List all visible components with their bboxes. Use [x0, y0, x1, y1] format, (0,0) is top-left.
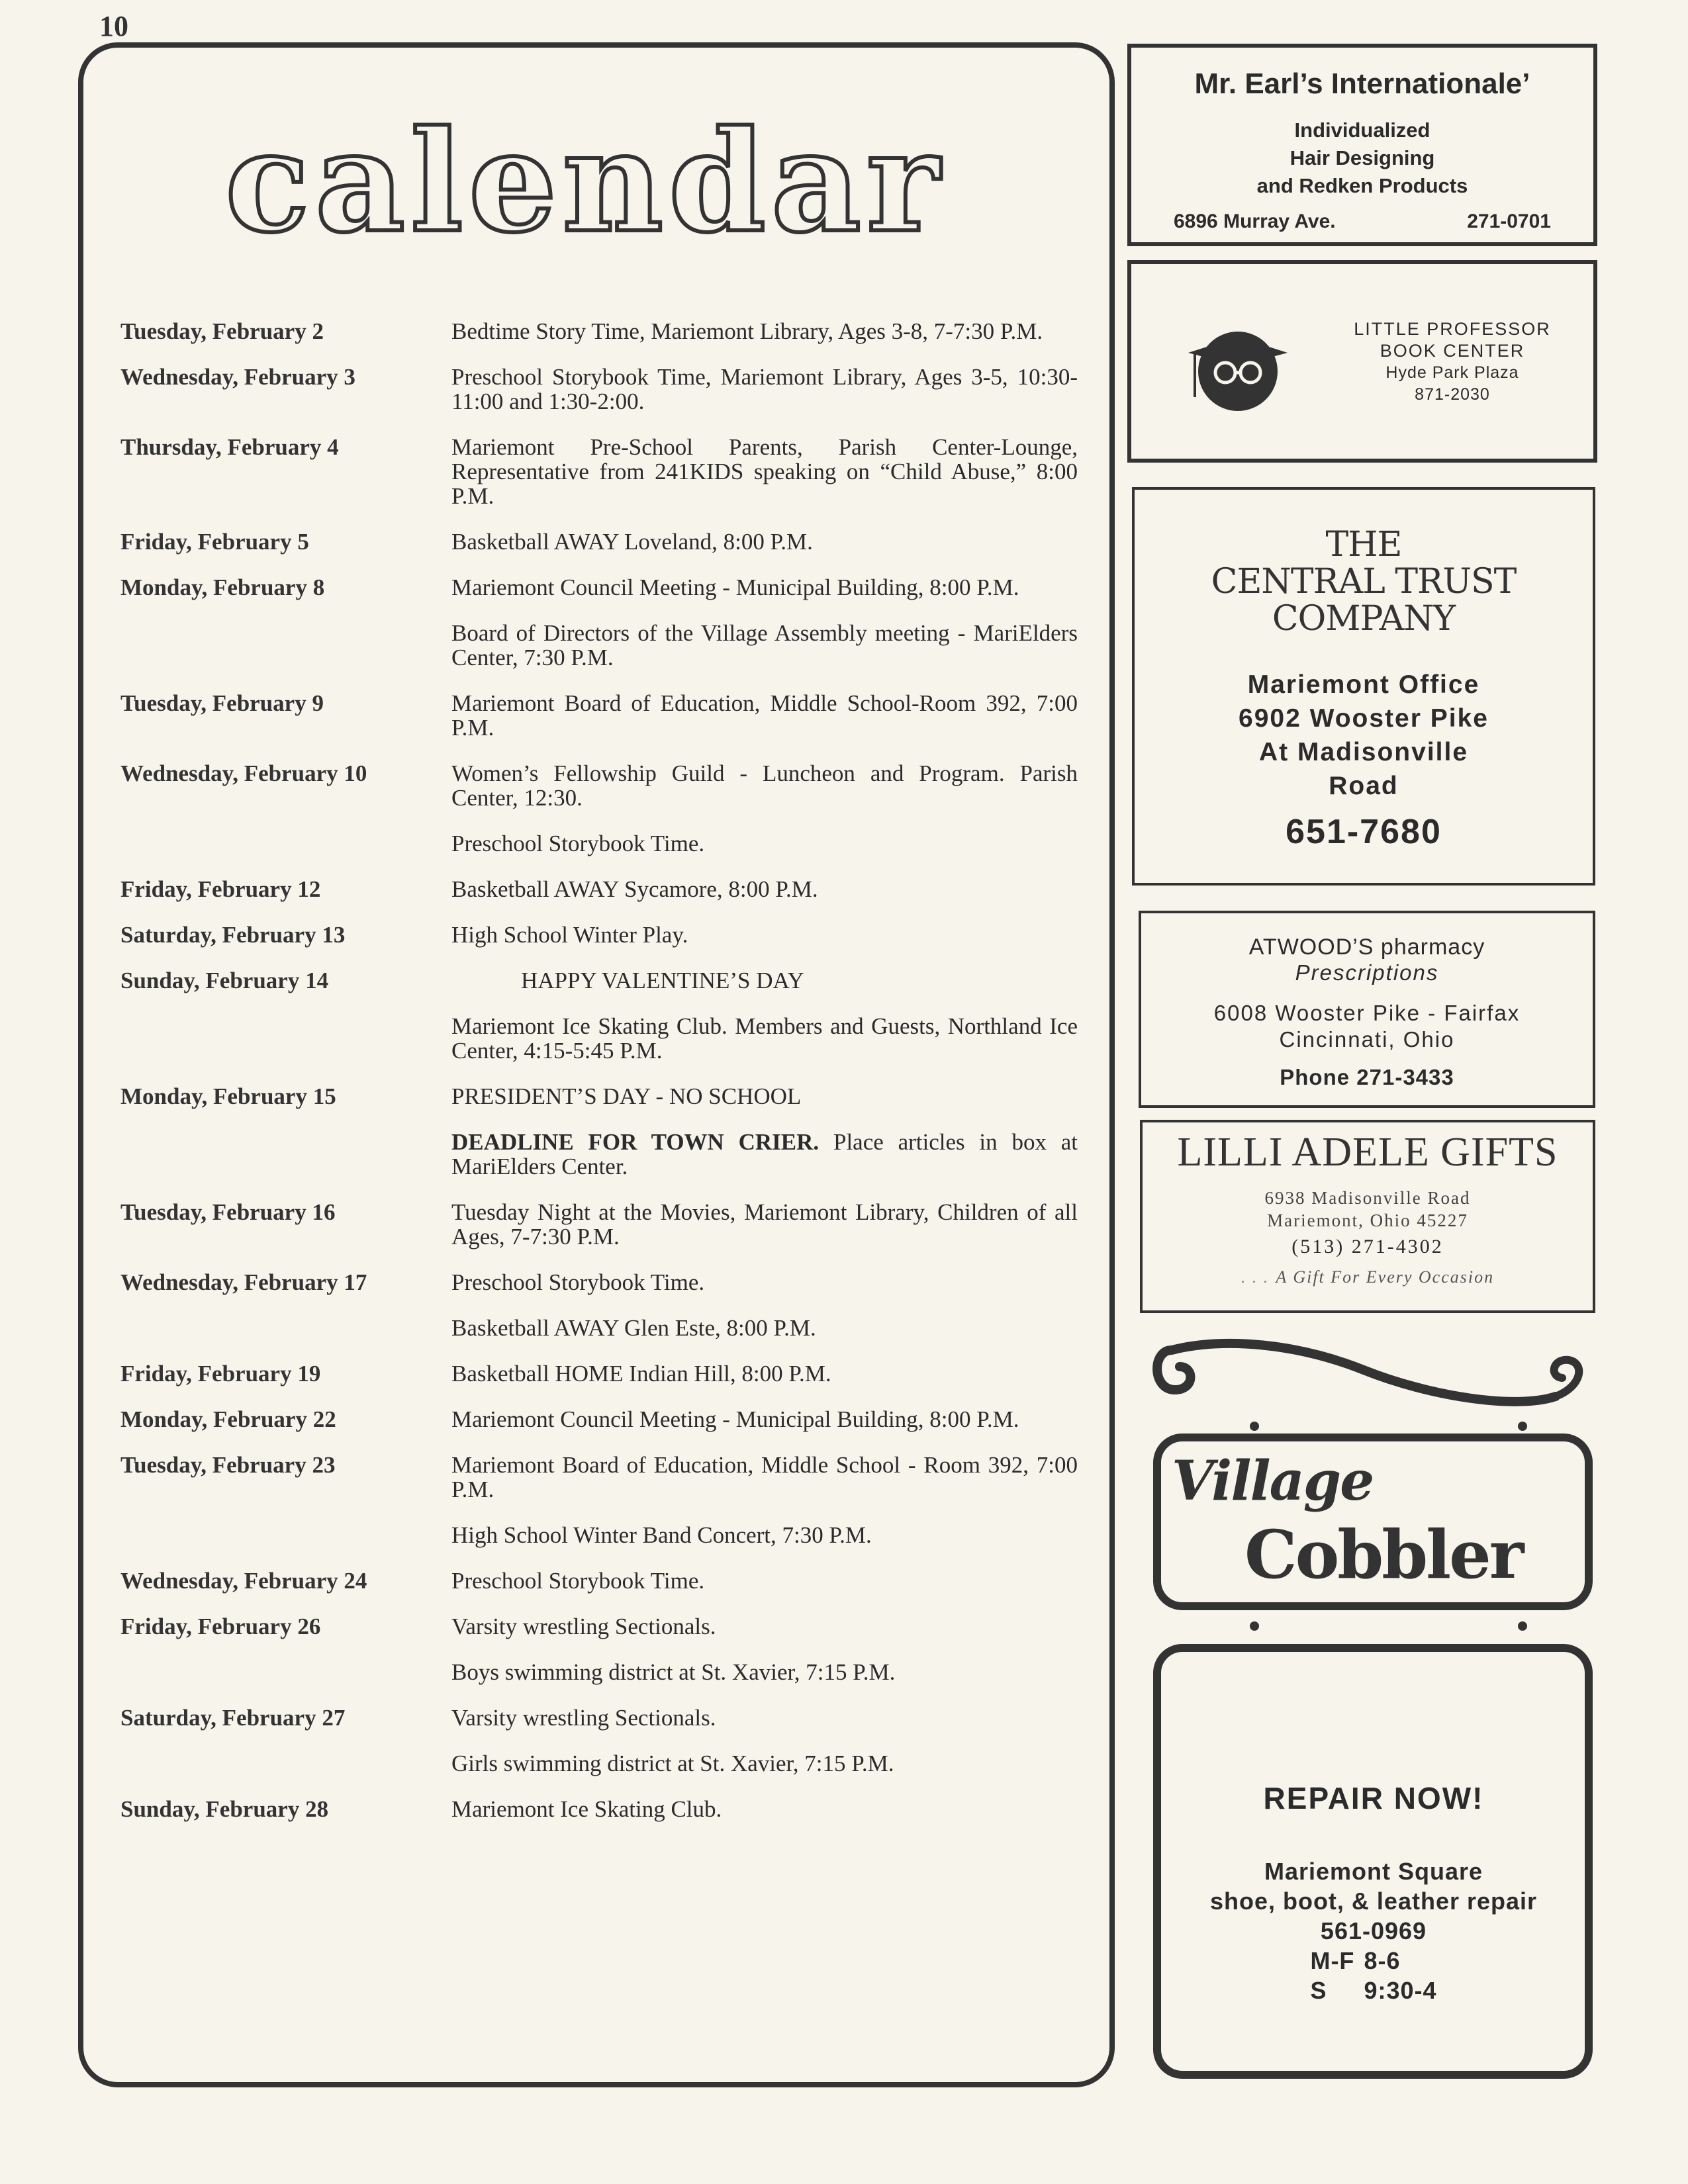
event-description: Women’s Fellowship Guild - Luncheon and Program. Parish Center, 12:30.: [451, 760, 1078, 811]
calendar-event: [120, 1706, 1080, 1730]
ad-central-trust: [1132, 487, 1595, 886]
page-number: 10: [99, 10, 128, 42]
ad-lilli-address: [1143, 1187, 1593, 1232]
event-day: Monday, February 22: [120, 1406, 336, 1432]
calendar-event: [120, 365, 1080, 414]
calendar-event: [120, 1084, 1080, 1109]
event-description: HAPPY VALENTINE’S DAY: [521, 968, 804, 993]
ad-cobbler-name2: Cobbler: [1244, 1516, 1523, 1594]
calendar-event: [120, 1014, 1080, 1063]
ad-atwood-phone: Phone 271-3433: [1280, 1065, 1454, 1089]
event-description: Tuesday Night at the Movies, Mariemont Library, Children of all Ages, 7-7:30 P.M.: [451, 1199, 1078, 1250]
event-description: Basketball AWAY Glen Este, 8:00 P.M.: [451, 1315, 816, 1341]
event-day: Monday, February 8: [120, 574, 325, 600]
event-day: Wednesday, February 10: [120, 760, 367, 786]
ad-professor-text: [1330, 318, 1575, 406]
event-description: Varsity wrestling Sectionals.: [451, 1705, 716, 1731]
ad-trust-addr2: 6902 Wooster Pike: [1239, 704, 1489, 733]
event-description: High School Winter Play.: [451, 922, 688, 948]
ad-cobbler-hours1-time: 8-6: [1364, 1947, 1401, 1974]
calendar-event: [120, 1751, 1080, 1776]
ad-atwoods-pharmacy: [1139, 911, 1595, 1108]
ad-earl-line2: Hair Designing: [1289, 146, 1435, 169]
calendar-event: [120, 621, 1080, 670]
calendar-event: [120, 968, 1080, 993]
ad-trust-addr1: Mariemont Office: [1247, 670, 1480, 699]
calendar-event: [120, 691, 1080, 740]
ad-professor-line2: BOOK CENTER: [1380, 341, 1525, 361]
event-description: Mariemont Ice Skating Club. Members and Guests, Northland Ice Center, 4:15-5:45 P.M.: [451, 1013, 1078, 1064]
calendar-event: [120, 1660, 1080, 1684]
ad-earl-line3: and Redken Products: [1256, 174, 1468, 197]
event-day: Tuesday, February 2: [120, 318, 324, 344]
event-description: Mariemont Pre-School Parents, Parish Center-Lounge, Representative from 241KIDS speaking on “Child Abuse,” 8:00 P.M.: [451, 434, 1078, 509]
ad-cobbler-hours2-time: 9:30-4: [1364, 1977, 1437, 2004]
event-description-rest: Place articles in box at MariElders Center.: [451, 1129, 1078, 1179]
ad-trust-name: [1135, 526, 1593, 637]
ad-cobbler-name1: Village: [1172, 1449, 1374, 1513]
event-description: Mariemont Board of Education, Middle School - Room 392, 7:00 P.M.: [451, 1452, 1078, 1502]
event-description: Board of Directors of the Village Assembly meeting - MariElders Center, 7:30 P.M.: [451, 620, 1078, 670]
ad-cobbler-headline: REPAIR NOW!: [1263, 1781, 1484, 1815]
event-description: Mariemont Council Meeting - Municipal Building, 8:00 P.M.: [451, 574, 1019, 600]
calendar-event: [120, 1614, 1080, 1639]
ad-lilli-dots: . . .: [1241, 1267, 1270, 1287]
ad-lilli-phone: (513) 271-4302: [1291, 1236, 1444, 1257]
calendar-event: [120, 1130, 1080, 1179]
event-day: Saturday, February 27: [120, 1705, 346, 1731]
ad-cobbler-hours1-days: M-F: [1310, 1947, 1355, 1974]
event-day: Friday, February 12: [120, 876, 321, 902]
ad-lilli-addr2: Mariemont, Ohio 45227: [1267, 1210, 1468, 1230]
ad-trust-phone: 651-7680: [1286, 813, 1442, 851]
event-description: Boys swimming district at St. Xavier, 7:15 P.M.: [451, 1659, 896, 1685]
event-day: Thursday, February 4: [120, 434, 339, 460]
ad-professor-line3: Hyde Park Plaza: [1385, 363, 1519, 382]
ad-atwood-addr2: Cincinnati, Ohio: [1279, 1027, 1455, 1052]
event-day: Saturday, February 13: [120, 922, 346, 948]
event-description-bold: DEADLINE FOR TOWN CRIER.: [451, 1129, 820, 1155]
ad-trust-name1: THE: [1325, 525, 1402, 565]
calendar-event: [120, 877, 1080, 901]
ad-earl-address: 6896 Murray Ave.: [1174, 210, 1336, 232]
event-description: Preschool Storybook Time.: [451, 1568, 705, 1594]
calendar-event: [120, 1453, 1080, 1502]
ad-lilli-tagline: [1143, 1267, 1593, 1287]
ad-lilli-name: LILLI ADELE GIFTS: [1177, 1130, 1558, 1175]
ad-atwood-name: ATWOOD’S pharmacy: [1248, 934, 1485, 960]
event-description: Preschool Storybook Time.: [451, 1269, 705, 1295]
calendar-event-list: [120, 319, 1080, 1843]
event-day: Friday, February 5: [120, 529, 309, 555]
calendar-event: [120, 1523, 1080, 1547]
ad-cobbler-phone: 561-0969: [1320, 1917, 1427, 1944]
calendar-event: [120, 923, 1080, 947]
calendar-title: calendar: [225, 100, 945, 263]
ad-cobbler-hours2-days: S: [1310, 1977, 1327, 2004]
event-description: Mariemont Board of Education, Middle School-Room 392, 7:00 P.M.: [451, 690, 1078, 741]
ad-trust-address: [1135, 668, 1593, 803]
ad-atwood-address: [1141, 1000, 1593, 1053]
event-description: Girls swimming district at St. Xavier, 7:15 P.M.: [451, 1751, 894, 1776]
calendar-event: [120, 1316, 1080, 1340]
event-day: Tuesday, February 16: [120, 1199, 336, 1225]
calendar-event: [120, 319, 1080, 343]
event-day: Wednesday, February 24: [120, 1568, 367, 1594]
professor-glasses-icon: [1182, 314, 1294, 414]
ad-lilli-adele-gifts: [1140, 1120, 1595, 1313]
ad-mr-earls: [1127, 44, 1597, 246]
event-day: Wednesday, February 17: [120, 1269, 367, 1295]
ad-little-professor: [1127, 260, 1597, 463]
ad-trust-name3: COMPANY: [1272, 599, 1456, 639]
ad-earl-name: Mr. Earl’s Internationale’: [1194, 68, 1530, 100]
event-description: Basketball AWAY Sycamore, 8:00 P.M.: [451, 876, 818, 902]
event-description: Basketball AWAY Loveland, 8:00 P.M.: [451, 529, 813, 555]
ad-cobbler-line1: Mariemont Square: [1264, 1858, 1483, 1885]
event-description: Basketball HOME Indian Hill, 8:00 P.M.: [451, 1361, 831, 1387]
calendar-event: [120, 575, 1080, 600]
calendar-event: [120, 529, 1080, 554]
ad-trust-name2: CENTRAL TRUST: [1211, 562, 1517, 602]
calendar-event: [120, 1200, 1080, 1249]
ad-trust-addr3: At Madisonville: [1258, 738, 1469, 766]
ad-cobbler-hours: [1310, 1946, 1436, 2005]
ad-trust-addr4: Road: [1329, 772, 1399, 800]
ad-earl-line1: Individualized: [1294, 118, 1430, 142]
event-description: Preschool Storybook Time.: [451, 831, 705, 856]
ad-professor-phone: 871-2030: [1415, 385, 1490, 404]
event-description: Varsity wrestling Sectionals.: [451, 1614, 716, 1639]
event-description: Mariemont Ice Skating Club.: [451, 1796, 722, 1822]
event-day: Sunday, February 14: [120, 968, 329, 993]
event-day: Monday, February 15: [120, 1083, 336, 1109]
event-day: Friday, February 19: [120, 1361, 321, 1387]
event-description: Bedtime Story Time, Mariemont Library, Ages 3-8, 7-7:30 P.M.: [451, 318, 1043, 344]
event-description: Preschool Storybook Time, Mariemont Library, Ages 3-5, 10:30-11:00 and 1:30-2:00.: [451, 364, 1078, 414]
event-day: Tuesday, February 23: [120, 1452, 336, 1478]
ad-village-cobbler: [1145, 1324, 1602, 2085]
calendar-event: [120, 1797, 1080, 1821]
calendar-event: [120, 1270, 1080, 1295]
calendar-event: [120, 761, 1080, 810]
event-description: PRESIDENT’S DAY - NO SCHOOL: [451, 1083, 802, 1109]
calendar-event: [120, 1407, 1080, 1432]
calendar-event: [120, 1569, 1080, 1593]
event-day: Tuesday, February 9: [120, 690, 324, 716]
ad-earl-phone: 271-0701: [1467, 210, 1551, 232]
ad-lilli-addr1: 6938 Madisonville Road: [1264, 1188, 1471, 1208]
calendar-event: [120, 435, 1080, 508]
ad-cobbler-info: [1145, 1856, 1602, 2005]
ad-lilli-tagline-text: A Gift For Every Occasion: [1276, 1267, 1495, 1287]
event-day: Wednesday, February 3: [120, 364, 355, 390]
event-day: Friday, February 26: [120, 1614, 321, 1639]
ad-earl-footer: [1174, 210, 1551, 233]
ad-atwood-sub: Prescriptions: [1295, 960, 1439, 985]
event-day: Sunday, February 28: [120, 1796, 329, 1822]
event-description: Mariemont Council Meeting - Municipal Building, 8:00 P.M.: [451, 1406, 1019, 1432]
calendar-event: [120, 831, 1080, 856]
ad-atwood-addr1: 6008 Wooster Pike - Fairfax: [1213, 1001, 1521, 1025]
calendar-event: [120, 1361, 1080, 1386]
ad-professor-line1: LITTLE PROFESSOR: [1354, 319, 1551, 339]
event-description: High School Winter Band Concert, 7:30 P.M.: [451, 1522, 872, 1548]
ad-cobbler-line2: shoe, boot, & leather repair: [1209, 1888, 1538, 1915]
event-description: [451, 1130, 1078, 1179]
